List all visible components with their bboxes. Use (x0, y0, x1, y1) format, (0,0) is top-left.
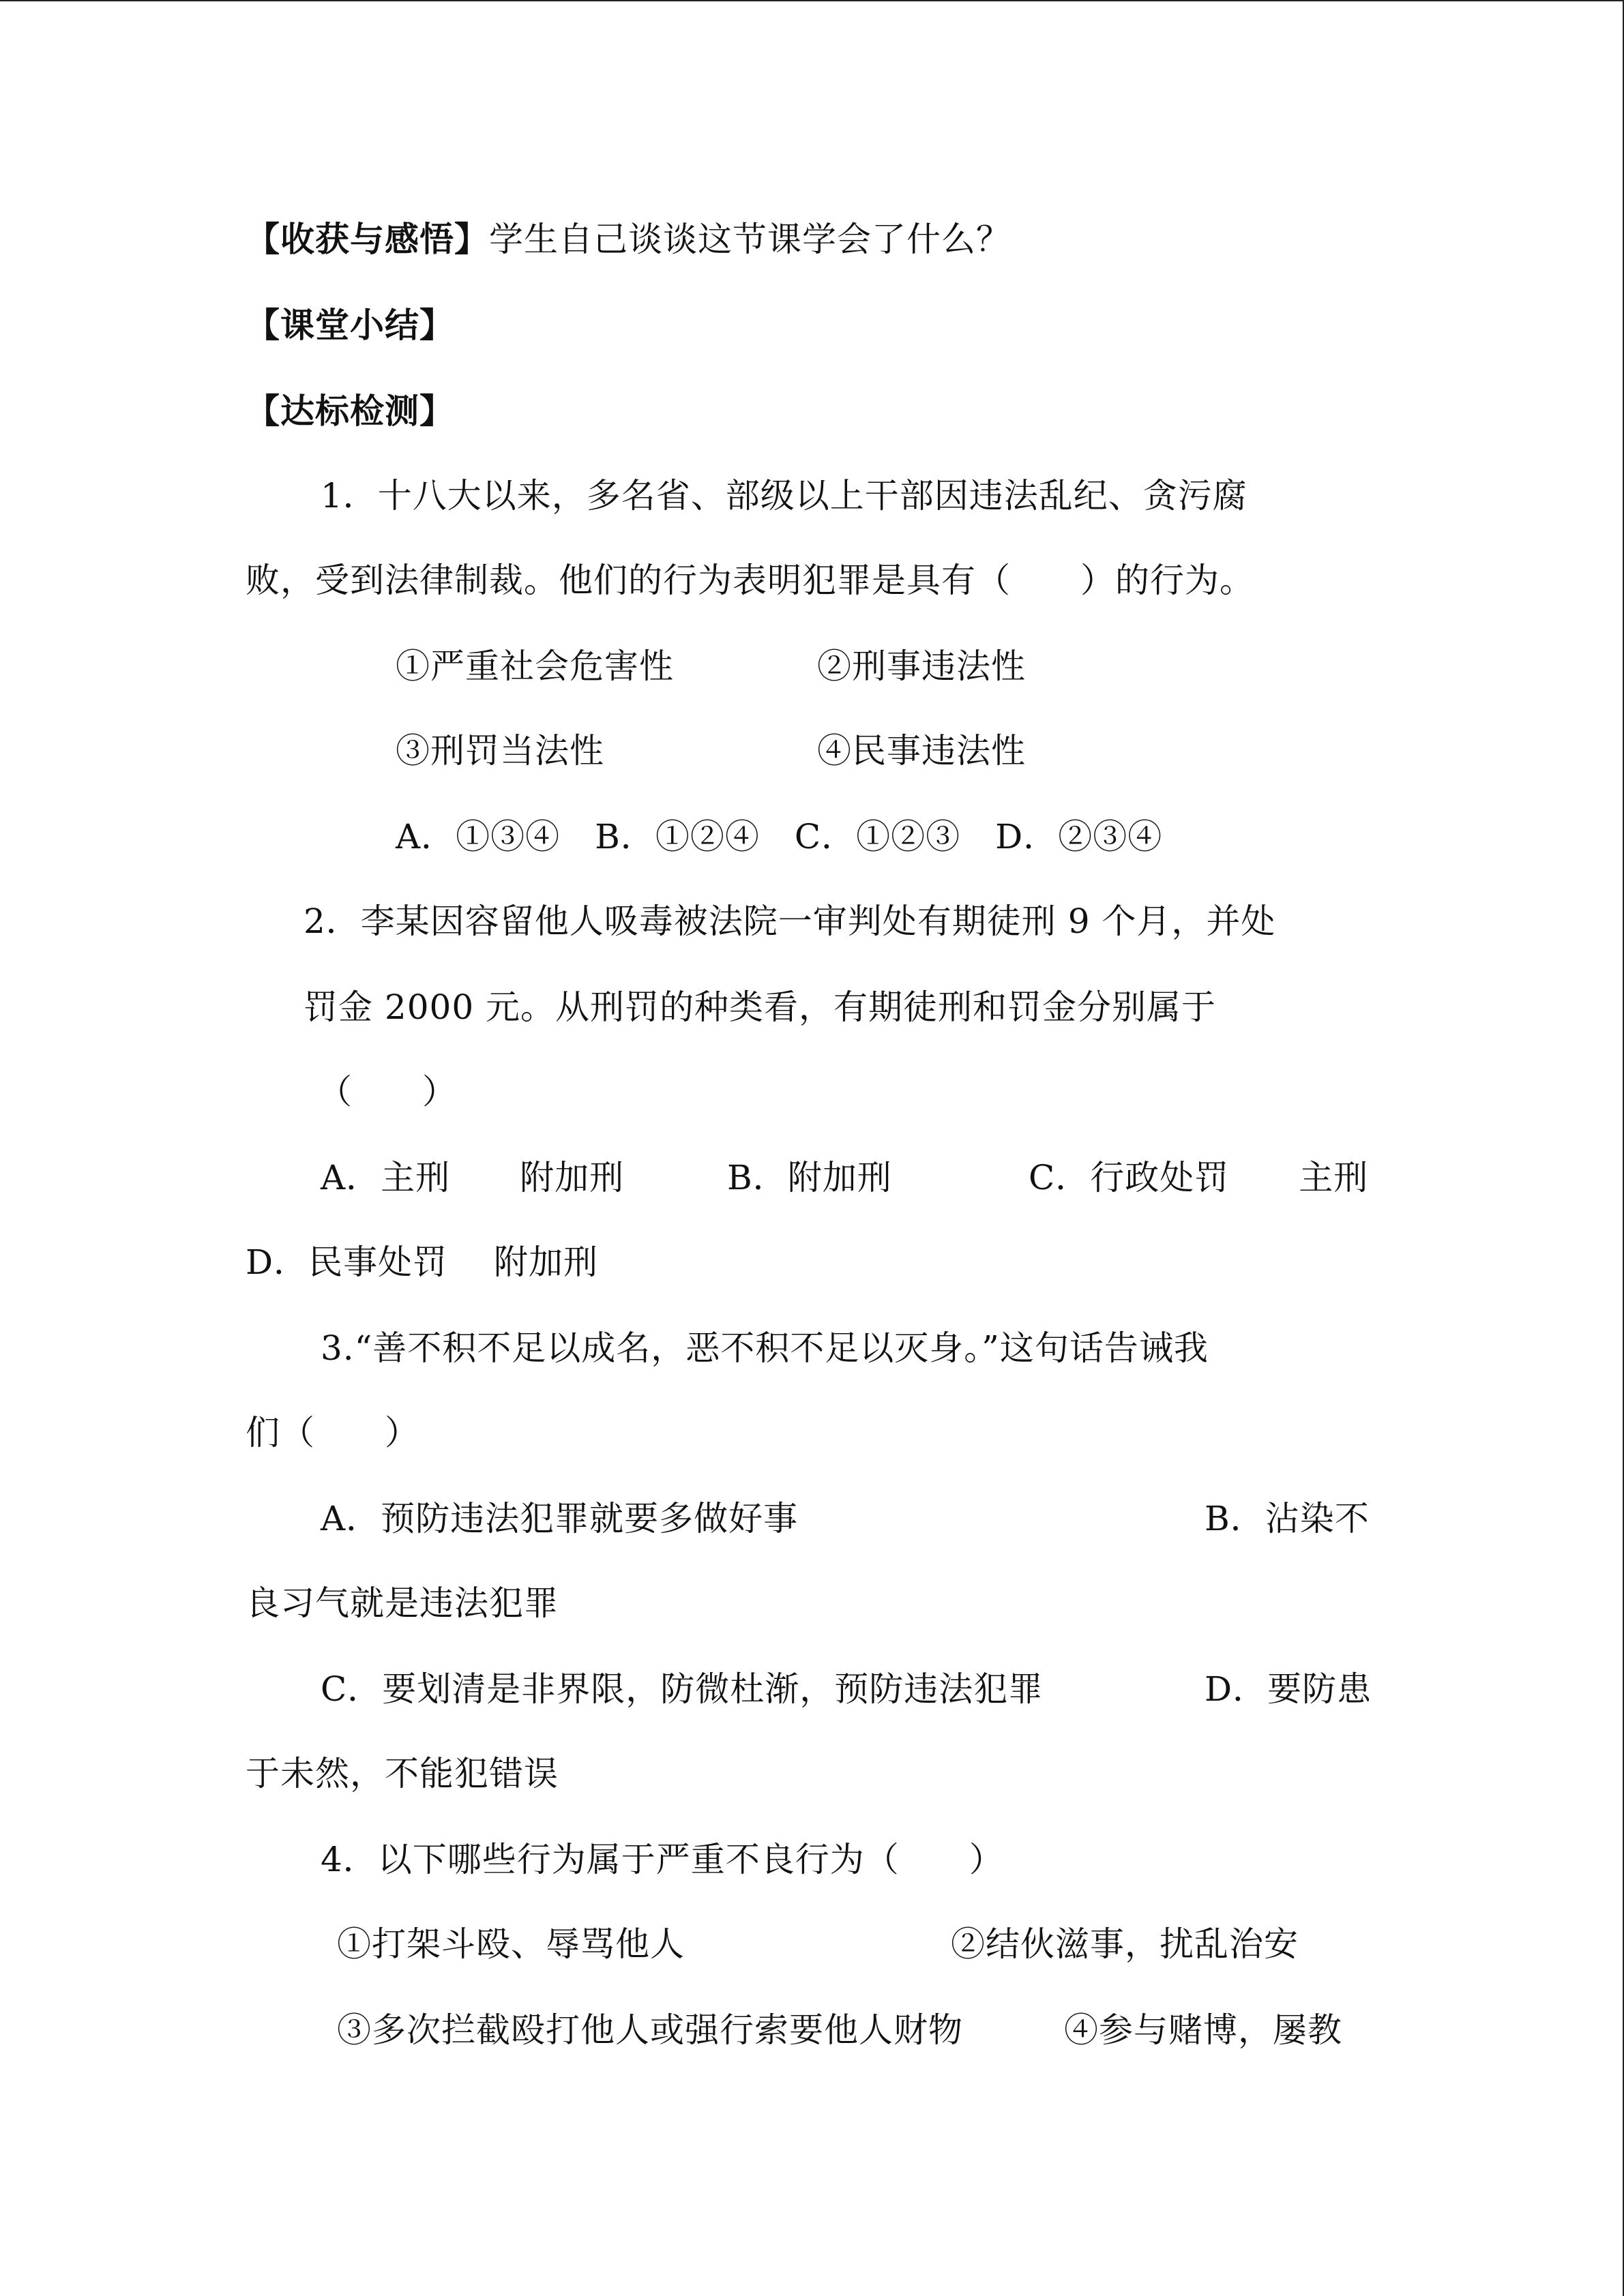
q4-option-2: ②结伙滋事，扰乱治安 (951, 1924, 1299, 1964)
q3-choice-b-end: 良习气就是违法犯罪 (246, 1583, 559, 1623)
q4-line1: 4．以下哪些行为属于严重不良行为（ ） (321, 1840, 1004, 1879)
q1-line2: 败，受到法律制裁。他们的行为表明犯罪是具有（ ）的行为。 (246, 561, 1254, 600)
q3-choice-a: A．预防违法犯罪就要多做好事 (321, 1499, 799, 1538)
q2-choice-a: A．主刑 附加刑 (321, 1158, 625, 1197)
gain-line (246, 218, 1011, 260)
q4-option-4: ④参与赌博，屡教 (1064, 2010, 1342, 2050)
q4-option-3: ③多次拦截殴打他人或强行索要他人财物 (337, 2010, 963, 2050)
q1-option-4: ④民事违法性 (817, 731, 1026, 771)
q1-option-2: ②刑事违法性 (817, 646, 1026, 686)
summary-heading: 【课堂小结】 (246, 305, 454, 345)
q3-line2: 们（ ） (246, 1413, 419, 1452)
q2-choice-c: C．行政处罚 主刑 (1029, 1158, 1369, 1197)
q3-choice-d-start: D．要防患 (1205, 1669, 1372, 1709)
q1-line1: 1．十八大以来，多名省、部级以上干部因违法乱纪、贪污腐 (321, 476, 1247, 516)
q2-line1: 2．李某因容留他人吸毒被法院一审判处有期徒刑 9 个月，并处 (304, 901, 1276, 941)
q2-choice-d: D．民事处罚 附加刑 (246, 1242, 598, 1282)
q4-option-1: ①打架斗殴、辱骂他人 (337, 1924, 685, 1964)
q3-line1: 3.“善不积不足以成名，恶不积不足以灭身。”这句话告诫我 (321, 1328, 1209, 1368)
q2-line3: （ ） (318, 1072, 457, 1112)
q2-choice-b: B．附加刑 (727, 1158, 892, 1197)
q2-line2: 罚金 2000 元。从刑罚的种类看，有期徒刑和罚金分别属于 (304, 987, 1217, 1027)
q1-option-1: ①严重社会危害性 (396, 646, 674, 686)
q1-option-3: ③刑罚当法性 (396, 731, 604, 771)
gain-text: 学生自己谈谈这节课学会了什么？ (489, 220, 1011, 259)
q3-choice-d-end: 于未然，不能犯错误 (246, 1754, 559, 1793)
q3-choice-b-start: B．沾染不 (1205, 1499, 1370, 1538)
gain-heading: 【收获与感悟】 (246, 220, 489, 259)
test-heading: 【达标检测】 (246, 391, 454, 431)
q1-choices: A．①③④ B．①②④ C．①②③ D．②③④ (396, 817, 1163, 856)
q3-choice-c: C．要划清是非界限，防微杜渐，预防违法犯罪 (321, 1669, 1044, 1709)
